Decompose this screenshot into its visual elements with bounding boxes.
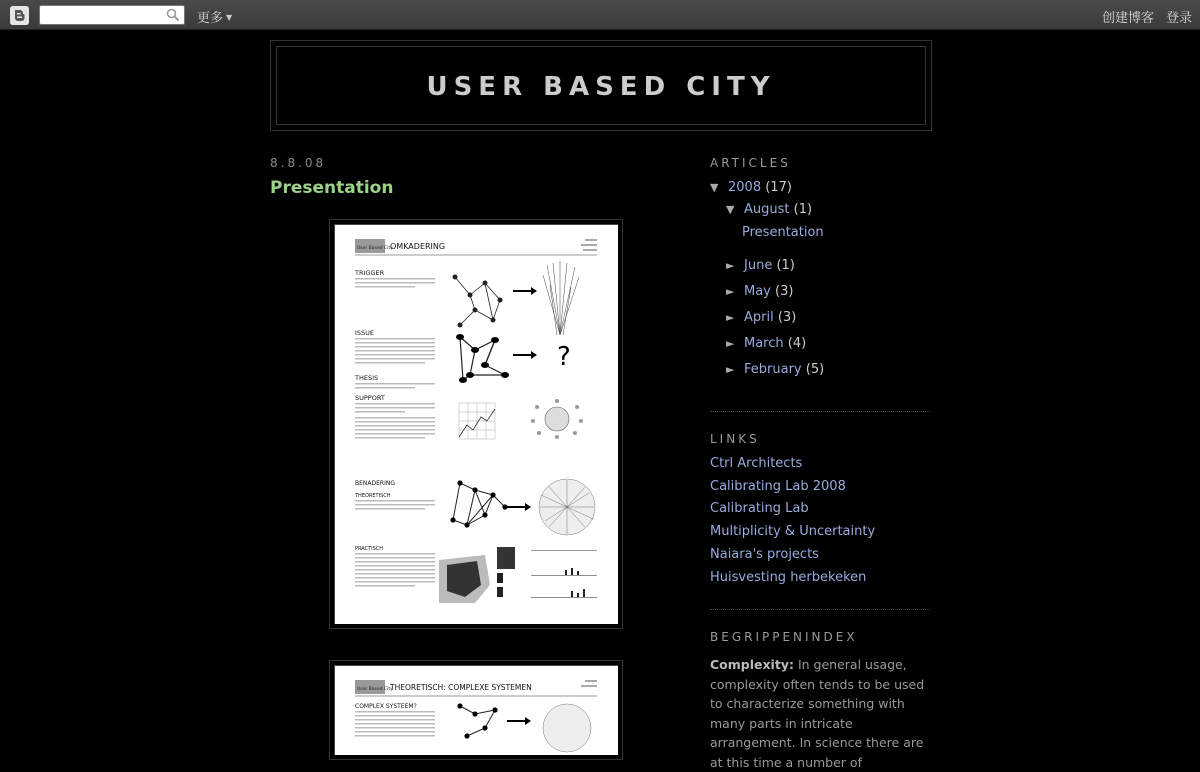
archive-year-label[interactable]: 2008 [728,180,762,195]
post-image-complexe-systemen[interactable] [334,665,618,755]
archive-month-label[interactable]: August [744,202,790,217]
poster2-label-complex: COMPLEX SYSTEEM? [355,703,417,710]
poster-heading: OMKADERING [390,242,446,251]
archive-month-count: (1) [793,202,813,217]
archive-month-april[interactable] [726,310,796,325]
poster-label-trigger: TRIGGER [355,269,385,277]
blogger-logo-icon[interactable] [10,6,29,25]
poster-label-theoretisch: THEORETISCH [355,493,391,499]
archive-month-march[interactable] [726,336,806,351]
begrippen-text: In general usage, complexity often tends to be used to characterize something with many parts in intricate arrangement. In science there are at this time a number of [710,657,925,770]
begrippenindex-entry [710,655,932,772]
archive-post-link[interactable]: Presentation [742,225,824,240]
toggle-collapsed-icon[interactable]: ► [726,363,735,376]
blog-title[interactable]: USER BASED CITY [426,72,776,102]
sidebar-divider [710,411,930,412]
toggle-collapsed-icon[interactable]: ► [726,285,735,298]
archive-month-label[interactable]: June [744,258,773,273]
login-link[interactable]: 登录 [1165,11,1192,26]
create-blog-link[interactable]: 创建博客 [1101,11,1154,26]
archive-year-2008[interactable] [710,180,792,195]
articles-heading: ARTICLES [710,156,791,170]
blog-header [270,40,932,131]
chevron-down-icon: ▼ [226,13,233,22]
poster-graphic-2 [335,666,619,756]
poster2-section: User Based City [357,687,393,692]
archive-month-count: (5) [805,362,825,377]
archive-month-label[interactable]: April [744,310,774,325]
poster-label-support: SUPPORT [355,394,385,402]
poster-graphic [335,225,619,625]
post-title[interactable]: Presentation [270,178,394,198]
archive-month-label[interactable]: March [744,336,784,351]
archive-month-label[interactable]: May [744,284,771,299]
navbar-actions [1090,7,1192,26]
link-huisvesting-herbekeken[interactable]: Huisvesting herbekeken [710,570,867,585]
post-date: 8.8.08 [270,156,327,170]
archive-month-august[interactable] [726,202,812,217]
sidebar-divider [710,609,930,610]
toggle-expanded-icon[interactable]: ▼ [710,181,719,194]
svg-text:?: ? [557,342,571,372]
navbar [0,0,1200,30]
archive-post-presentation[interactable] [742,225,824,240]
toggle-collapsed-icon[interactable]: ► [726,259,735,272]
link-calibrating-lab[interactable]: Calibrating Lab [710,501,809,516]
archive-month-count: (3) [777,310,797,325]
blog-header-inner [276,46,926,125]
begrippen-term: Complexity: [710,657,794,672]
more-menu[interactable] [197,7,232,26]
archive-month-label[interactable]: February [744,362,802,377]
more-label: 更多 [197,11,224,26]
poster-label-practisch: PRACTISCH [355,546,384,552]
toggle-collapsed-icon[interactable]: ► [726,311,735,324]
poster2-heading: THEORETISCH: COMPLEXE SYSTEMEN [390,683,532,692]
archive-month-february[interactable] [726,362,824,377]
archive-year-count: (17) [765,180,792,195]
begrippenindex-heading: BEGRIPPENINDEX [710,630,858,644]
link-ctrl-architects[interactable]: Ctrl Architects [710,456,803,471]
search-box[interactable] [39,5,185,25]
link-multiplicity-uncertainty[interactable]: Multiplicity & Uncertainty [710,524,876,539]
post-image-omkadering[interactable] [334,224,618,624]
search-input[interactable] [40,8,160,26]
archive-month-may[interactable] [726,284,793,299]
links-heading: LINKS [710,432,760,446]
poster-label-thesis: THESIS [355,374,379,382]
link-naiaras-projects[interactable]: Naiara's projects [710,547,819,562]
search-icon[interactable] [166,8,180,22]
link-calibrating-lab-2008[interactable]: Calibrating Lab 2008 [710,479,846,494]
poster-label-issue: ISSUE [355,329,375,337]
poster-label-benadering: BENADERING [355,480,395,487]
archive-month-june[interactable] [726,258,795,273]
archive-month-count: (3) [775,284,794,299]
toggle-expanded-icon[interactable]: ▼ [726,203,735,216]
archive-month-count: (4) [787,336,807,351]
toggle-collapsed-icon[interactable]: ► [726,337,735,350]
poster-section: User Based City [357,246,393,251]
archive-month-count: (1) [776,258,795,273]
